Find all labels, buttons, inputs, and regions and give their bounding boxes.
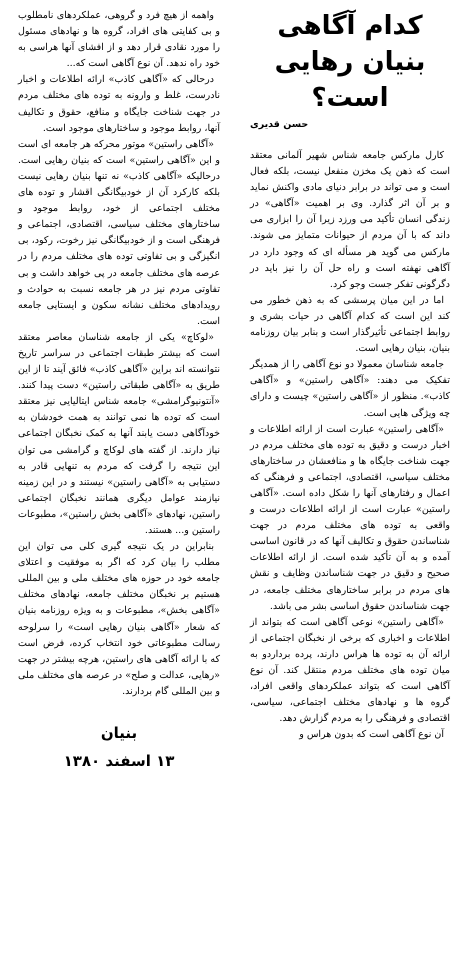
body-paragraph: «آگاهی راستین» عبارت است از ارائه اطلاعات و اخبار درست و دقیق به توده های مختلف مردم در جهت شناخت جایگاه ها و منافعشان در ساختارهای مختلف سیاسی، اقتصادی، اجتماعی و فرهنگی که اعمال و رفتارهای آنها را شکل داده است. «آگاهی راستین» عبارت است از ارائه اطلاعات درست و واقعی به توده های مختلف مردم در جهت شناساندن حقوق و تکالیف آنها که در قانون اساسی آمده و به آن تأکید شده است. از ارائه اطلاعات صحیح و دقیق در جهت شناساندن وظایف و نقش های مردم در برابر ساختارهای مختلف جامعه، در جهت شناساندن حقوق اساسی بشر می باشد. <box>250 423 450 612</box>
body-paragraph: اما در این میان پرسشی که به ذهن خطور می کند این است که کدام آگاهی در حیات بشری و روابط اجتماعی تأثیرگذار است و بنابر بیان روزنامه بنیان، بنیان رهایی است. <box>250 294 450 355</box>
body-paragraph: «آگاهی راستین» موتور محرکه هر جامعه ای است و این «آگاهی راستین» است که بنیان رهایی است. درحالیکه «آگاهی کاذب» نه تنها بنیان رهایی نیست بلکه کارکرد آن از خودبیگانگی اقشار و توده های مختلف اجتماعی از خود، روابط موجود و ساختارهای مختلف سیاسی، اقتصادی، اجتماعی و فرهنگی است و از خودبیگانگی نیز رخوت، رکود، بی انگیزگی و بی تفاوتی توده های مختلف مردم را در عرصه های مختلف جامعه در پی خواهد داشت و بی تفاوتی مردم نیز در هر جامعه نسبت به حوادث و رویدادهای مختلف نشانه سکون و ایستایی جامعه است. <box>18 138 220 327</box>
body-paragraph: کارل مارکس جامعه شناس شهیر آلمانی معتقد است که ذهن یک مخزن منفعل نیست، بلکه فعال است و می تواند در برابر دنیای مادی واکنش نماید و بر آن اثر گذارد. وی بر اهمیت «آگاهی» در زندگی انسان تأکید می ورزد زیرا آن را ابزاری می داند که با آن مردم از حیوانات متمایز می شوند. مارکس می گوید هر مسأله ای که وجود دارد در آگاهی نهفته است و راه حل آن را نیز باید در دگرگونی تفکر جست وجو کرد. <box>250 150 450 290</box>
article-author: حسن قدیری <box>250 119 309 130</box>
source-publication: بنیان <box>100 724 138 743</box>
body-paragraph: آن نوع آگاهی است که بدون هراس و <box>299 729 444 741</box>
title-line-1: کدام آگاهی <box>277 11 423 41</box>
title-line-2: بنیان رهایی <box>274 47 426 77</box>
body-paragraph: بنابراین در یک نتیجه گیری کلی می توان این مطلب را بیان کرد که اگر به موفقیت و اعتلای جامعه خود در حوزه های مختلف ملی و بین المللی هستیم بر نخبگان مختلف جامعه، نهادهای مختلف «آگاهی بخش»، مطبوعات و به ویژه روزنامه بنیان که شعار «آگاهی بنیان رهایی است» را سرلوحه رسالت مطبوعاتی خود انتخاب کرده، فرض است که با ارائه آگاهی های راستین، هرچه بیشتر در جهت «رهایی، عدالت و صلح» در عرصه های مختلف ملی و بین المللی گام بردارند. <box>18 541 220 697</box>
title-line-3: است؟ <box>311 83 389 113</box>
body-paragraph: واهمه از هیچ فرد و گروهی، عملکردهای نامطلوب و بی کفایتی های افراد، گروه ها و نهادهای مسئول را مورد نقادی قرار دهد و از افشای آنها هراسی به خود راه ندهد. آن نوع آگاهی است که... <box>18 10 220 70</box>
article-column-right <box>250 8 450 743</box>
publication-date: ۱۳ اسفند ۱۳۸۰ <box>63 752 175 771</box>
article-column-left <box>18 8 220 772</box>
body-paragraph: «لوکاچ» یکی از جامعه شناسان معاصر معتقد است که بیشتر طبقات اجتماعی در سراسر تاریخ نتوانسته اند براین «آگاهی کاذب» فائق آیند تا از این طریق به «آگاهی طبقاتی راستین» دست پیدا کنند. «آنتونیوگرامشی» جامعه شناس ایتالیایی نیز معتقد است که توده ها نمی توانند به همت خودشان به خودآگاهی دست یابند آنها به کمک نخبگان اجتماعی نیاز دارند. از گفته های لوکاچ و گرامشی می توان این نتیجه را گرفت که مردم به تنهایی قادر به دستیابی به «آگاهی راستین» نیستند و در این زمینه نیازمند عوامل دیگری همانند نخبگان اجتماعی راستین، نهادهای «آگاهی بخش راستین»، مطبوعات راستین و... هستند. <box>18 331 220 536</box>
body-paragraph: جامعه شناسان معمولا دو نوع آگاهی را از همدیگر تفکیک می دهند: «آگاهی راستین» و «آگاهی کاذب». منظور از «آگاهی راستین» چیست و دارای چه ویژگی هایی است. <box>250 359 450 419</box>
body-paragraph: درحالی که «آگاهی کاذب» ارائه اطلاعات و اخبار نادرست، غلط و وارونه به توده های مختلف مردم در جهت شناخت جایگاه و منافع، حقوق و تکالیف آنها، روابط موجود و ساختارهای موجود است. <box>18 74 220 134</box>
article-title <box>250 8 450 116</box>
body-paragraph: «آگاهی راستین» نوعی آگاهی است که بتواند از اطلاعات و اخباری که برخی از نخبگان اجتماعی از ارائه آن به توده ها هراس دارند، پرده برداردو به میان توده های مختلف مردم منتقل کند. آن نوع آگاهی است که بتواند عملکردهای واقعی افراد، گروه ها و نهادهای مختلف اجتماعی، سیاسی، اقتصادی و فرهنگی را به مردم گزارش دهد. <box>250 616 450 725</box>
